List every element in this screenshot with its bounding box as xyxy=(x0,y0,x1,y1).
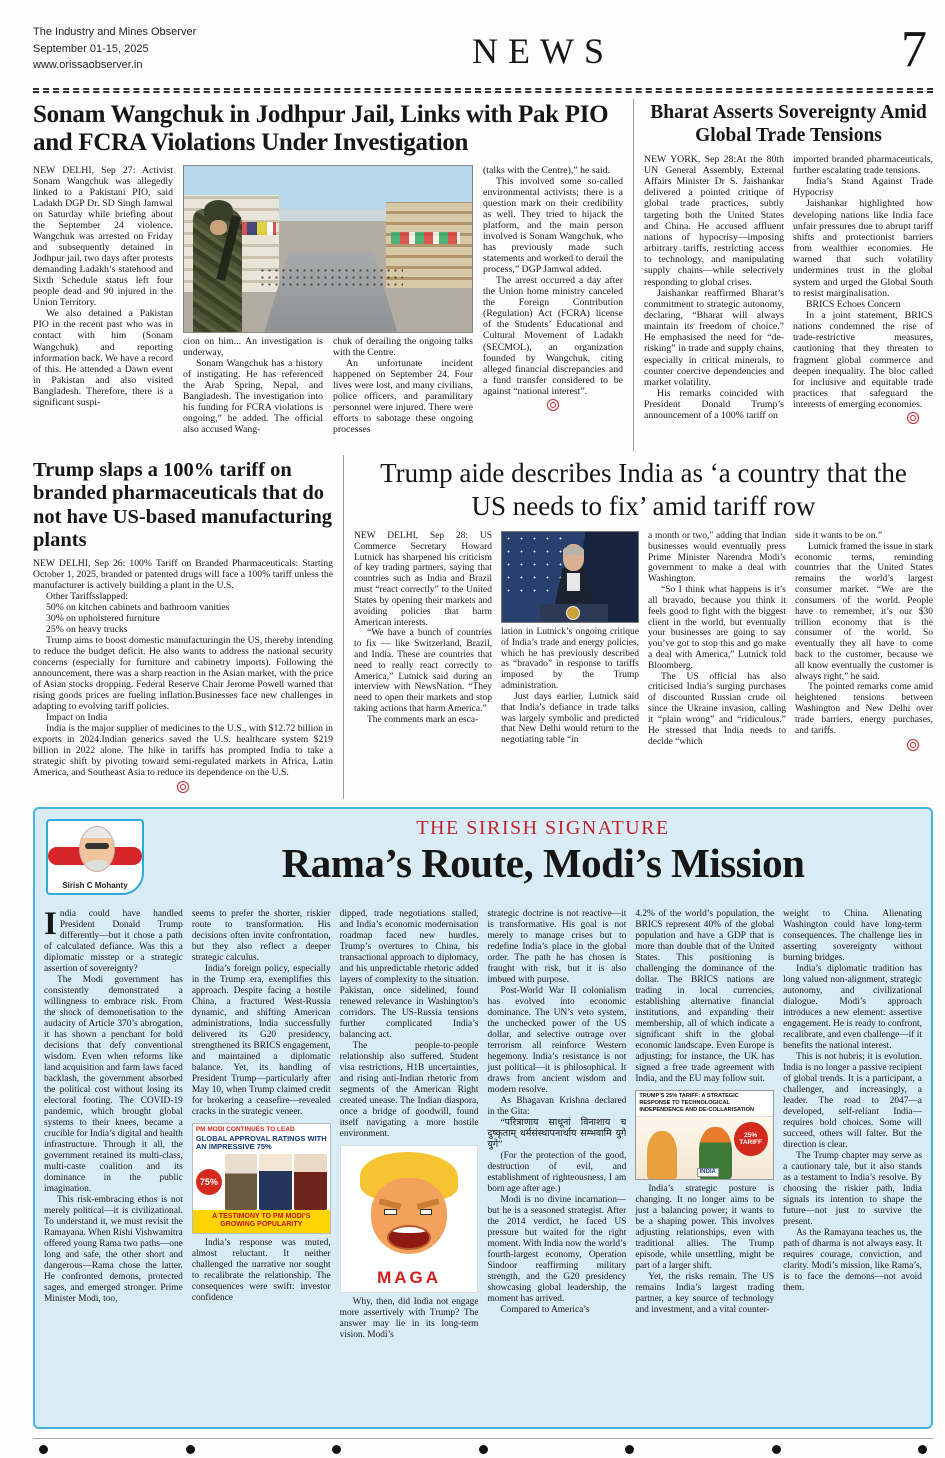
paragraph: Jaishankar highlighted how developing nations like India face unfair pressures due to abrupt tariff shifts and protectionist barriers from wealthier economies. He warned that such volatility undermines trust in the global system and urged the Global South to resist marginalisation. xyxy=(793,198,933,299)
trump-figure xyxy=(647,1131,677,1179)
masthead xyxy=(33,21,933,86)
paragraph: We also detained a Pakistan PIO in the recent past who was in contact with him (Sonam Wangchuk) and reporting information back. We have a record of this. He attended a Dawn event in Pakistan and also visited Bangladesh. Therefore, there is a significant suspi- xyxy=(33,308,173,408)
paragraph: lation in Lutnick’s ongoing critique of India’s trade and energy policies, which he has previously described as “bravado” in response to tariffs imposed by the Trump administration. xyxy=(501,626,639,692)
paragraph: India’s response was muted, almost reluctant. It neither challenged the narrative nor sought to recalibrate the relationship. The consequences were swift: investor confidence xyxy=(191,1237,331,1303)
paragraph: side it wants to be on.” xyxy=(795,530,883,541)
article-column xyxy=(795,531,933,789)
paragraph: This risk-embracing ethos is not merely political—it is civilizational. To understand it, we must revisit the Ramayana. When Rishi Vishwamitra offered young Rama two paths—one long and safe, the other short and dangerous—Rama chose the latter. He confronted demons, protected sages, and emerged stronger. Prime Minister Modi, too, xyxy=(44,1195,183,1304)
paragraph: dipped, trade negotiations stalled, and India’s economic modernisation roadmap faced new hurdles. Trump’s overtures to China, his transactional approach to diplomacy, and his unpredictable rhetoric added layers of complexity to the situation. Pakistan, once sidelined, found renewed relevance in Washington’s corridors. The US-Russia tensions further complicated India’s balancing act. xyxy=(339,909,479,1040)
maga-trump-cartoon xyxy=(340,1145,479,1293)
caricature-glasses xyxy=(85,843,109,849)
top-section xyxy=(33,99,933,451)
registration-dot xyxy=(332,1445,341,1454)
paragraph: The arrest occurred a day after the Union home ministry canceled the Foreign Contribution (Regulation) Act (FCRA) license of the Students’ Educational and Cultural Movement of Ladakh (SECMOL), an organization founded by Wangchuk, citing alleged financial discrepancies and a fund transfer considered to be against “national interest”. xyxy=(483,275,623,397)
opinion-column xyxy=(340,909,479,1427)
article-column xyxy=(33,559,333,778)
signature-body xyxy=(44,909,922,1427)
paragraph: Post-World War II colonialism has evolved into economic dominance. The UN’s veto system, the unchecked power of the US dollar, and selective outrage over terrorism all reinforce Western hegemony. India’s resistance is not just political—it is philosophical. It draws from ancient wisdom and modern resolve. xyxy=(487,986,627,1095)
paragraph: This is not hubris; it is evolution. India is no longer a passive recipient of global trends. It is a participant, a challenger, and increasingly, a leader. The road to 2047—a developed, self-reliant India—requires bold choices. Some will succeed, others will falter. But the direction is clear. xyxy=(783,1052,922,1150)
paragraph: India’s strategic posture is changing. It no longer aims to be just a balancing power; it wants to be a shaping power. This involves adjusting relationships, even with traditional allies. The Trump episode, while unsettling, might be part of a larger shift. xyxy=(635,1183,775,1271)
paragraph: Just days earlier, Lutnick said that India’s defiance in trade talks was largely symbolic and predicted that New Delhi would return to the negotiating table “in xyxy=(501,691,639,746)
article-column xyxy=(501,531,639,789)
paragraph: Jaishankar reaffirmed Bharat’s commitment to strategic autonomy, declaring, “Bharat will always maintain its freedom of choice.” He emphasised the need for “de-risking” in trade and supply chains, especially in critical minerals, to counter coercive dependencies and market volatility. xyxy=(644,287,784,388)
paragraph: The comments mark an esca- xyxy=(367,714,479,725)
caricature-beard xyxy=(86,860,108,871)
paragraph: 25% on heavy trucks xyxy=(46,624,128,636)
poster-photos xyxy=(225,1154,327,1210)
cartoon-eye xyxy=(384,1209,396,1215)
paragraph: NEW YORK, Sep 28:At the 80th UN General Assembly, External Affairs Minister Dr S. Jaishankar delivered a pointed critique of global trade practices, subtly targeting both the United States and China. He accused affluent nations of hypocrisy—imposing arbitrary tariffs, restricting access to technology, and manipulating supply chains—while selectively responding to global crises. xyxy=(644,153,784,288)
paragraph: Sonam Wangchuk has a history of instigating. He has referenced the Arab Spring, Nepal, and Bangladesh. The investigation into his funding for FCRA violations is ongoing,” he added. The official also accused Wang- xyxy=(183,357,323,435)
india-label: INDIA xyxy=(697,1168,719,1177)
masthead-rule xyxy=(33,88,933,93)
article-column xyxy=(33,165,173,447)
paragraph: imported branded pharmaceuticals, further escalating trade tensions. xyxy=(793,153,933,176)
wangchuk-article xyxy=(33,99,623,451)
page-number: 7 xyxy=(901,21,927,78)
signature-header xyxy=(44,817,922,903)
pharma-tariff-article xyxy=(33,455,333,799)
press-seal-icon xyxy=(177,781,189,793)
speaker-hair xyxy=(563,546,585,555)
paragraph: a month or two," adding that Indian businesses would eventually press Prime Minister Narendra Modi’s government to make a deal with Washington. xyxy=(648,530,786,585)
registration-dot xyxy=(39,1445,48,1454)
press-seal-icon xyxy=(907,739,919,751)
paragraph: seems to prefer the shorter, riskier route to transformation. His decisions often invite confrontation, but they also reflect a deeper strategic calculus. xyxy=(191,909,331,963)
paragraph: The pointed remarks come amid heightened tensions between Washington and New Delhi over trade barriers, energy purchases, and tariffs. xyxy=(795,682,933,736)
paragraph: BRICS Echoes Concern xyxy=(806,298,901,310)
article-column xyxy=(354,531,492,789)
paragraph: Why, then, did India not engage more assertively with Trump? The answer may lie in its long-term vision. Modi’s xyxy=(339,1297,479,1340)
paragraph: Modi is no divine incarnation—but he is a seasoned strategist. After the 2014 verdict, he faced US pressure but waited for the right moment. With India now the world’s fourth-largest economy, Operation Sindoor reaffirming military strength, and the G20 presidency showcasing global leadership, the moment has arrived. xyxy=(487,1195,627,1304)
opinion-column xyxy=(44,909,183,1427)
paragraph: In a joint statement, BRICS nations condemned the rise of trade-restrictive measures, cautioning that they threaten to fragment global commerce and deepen inequality. The bloc called for inclusive and equitable trade practices that safeguard the interests of emerging economies. xyxy=(793,309,933,411)
registration-dot xyxy=(918,1445,927,1454)
article-column xyxy=(644,154,784,446)
paragraph: 30% on upholstered furniture xyxy=(46,613,160,625)
paragraph: An unfortunate incident happened on September 24. Four lives were lost, and many civilians, police officers, and paramilitary personnel were injured. There were efforts to sabotage these ongoing processes xyxy=(333,357,473,435)
paragraph: India is the major supplier of medicines to the U.S., with $12.72 billion in exports in 2024.Indian generics saved the U.S. healthcare system $219 billion in 2022 alone. The hike in tariffs has prompted India to take a strategic shift by pivoting toward semi-regulated markets in Africa, Latin America, and Southeast Asia to reduce its dependence on the U.S. xyxy=(33,722,333,778)
paragraph: Impact on India xyxy=(46,711,108,723)
approval-stat-badge: 75% xyxy=(196,1169,222,1195)
article-column xyxy=(648,531,786,789)
paragraph: India could have handled President Donald Trump differently—but it chose a path of calculated defiance. Was this a diplomatic misstep or a strategic assertion of sovereignty? xyxy=(44,909,183,974)
modi-approval-poster xyxy=(192,1123,331,1234)
column-title: Rama’s Route, Modi’s Mission xyxy=(281,840,805,886)
lutnick-headline: Trump aide describes India as ‘a country that the US needs to fix’ amid tariff row xyxy=(380,458,907,521)
paragraph: India’s Stand Against Trade Hypocrisy xyxy=(793,176,933,199)
paragraph: As Bhagavan Krishna declared in the Gita: xyxy=(487,1096,627,1117)
paragraph: “परित्राणाय साधूनां विनाशाय च दुष्कृताम् धर्मसंस्थापनार्थाय सम्भवामि युगे युगे” xyxy=(487,1118,627,1150)
masthead-left xyxy=(33,24,273,74)
paragraph: (talks with the Centre),” he said. xyxy=(483,164,611,176)
sirish-signature-box xyxy=(33,807,933,1429)
article-column xyxy=(183,333,323,447)
section-title: NEWS xyxy=(472,31,614,71)
opinion-column xyxy=(783,909,922,1427)
poster-caption: A TESTIMONY TO PM MODI’S GROWING POPULARITY xyxy=(193,1210,330,1233)
paragraph: NEW DELHI, Sep 26: 100% Tariff on Branded Pharmaceuticals: Starting October 1, 2025, branded or patented drugs will face a 100% tariff unless the manufacturer is actively building a plant in the U.S. xyxy=(33,559,333,592)
soldier-face xyxy=(210,220,227,235)
paper-name: The Industry and Mines Observer xyxy=(33,26,197,38)
pharma-tariff-headline: Trump slaps a 100% tariff on branded pharmaceuticals that do not have US-based manufacturing plants xyxy=(33,459,332,552)
paragraph: Trump aims to boost domestic manufacturingin the US, thereby intending to reduce the budget deficit. He also wants to address the national security concerns (especially for furniture and cabinetry imports). Following the announcement, there was a sharp reaction in the Asian market, with the price of Asian stocks dropping. Federal Reserve Chair Jerome Powell warned that rising goods prices are fueling inflation.Businesses face new challenges in adapting to evolving tariff policies. xyxy=(33,635,333,712)
street-crowd xyxy=(259,267,403,289)
opinion-column xyxy=(635,909,774,1427)
article-column xyxy=(793,154,933,446)
maga-label: MAGA xyxy=(377,1268,442,1288)
paragraph: India’s foreign policy, especially in the Trump era, exemplifies this approach. Despite facing a hostile China, a fractured West-Russia dynamic, and shifting American administrations, India successfully delivered its G20 presidency, strengthened its BRICS engagement, and maintained a diplomatic balance. Yet, its handling of President Trump—particularly after May 10, when Trump claimed credit for brokering a ceasefire—revealed cracks in the strategic veneer. xyxy=(191,964,331,1117)
cartoon-mouth xyxy=(387,1225,431,1250)
article-column xyxy=(333,333,473,447)
bharat-headline: Bharat Asserts Sovereignty Amid Global Trade Tensions xyxy=(650,102,927,147)
paragraph: As the Ramayana teaches us, the path of dharma is not always easy. It requires courage, conviction, and clarity. Modi’s mission, like Rama’s, is to face the demons—not avoid them. xyxy=(783,1228,922,1293)
paragraph: Lutnick framed the issue in stark economic terms, reminding countries that the United States remains the world’s largest consumer market. “We are the consumers of the world. People have to remember, it’s our $30 trillion economy that is the consumer of the world. So eventually they all have to come back to the customer, because we all know eventually the customer is always right,” he said. xyxy=(795,541,933,682)
author-caricature xyxy=(79,826,115,872)
soldier-helmet xyxy=(204,200,233,222)
registration-dot xyxy=(772,1445,781,1454)
speaker-shirt xyxy=(567,573,579,591)
podium-seal-icon xyxy=(566,606,580,620)
bharat-article xyxy=(644,99,933,451)
author-name: Sirish C Mohanty xyxy=(62,881,128,890)
tariff-badge: 25% TARIFF xyxy=(734,1122,768,1156)
paragraph: weight to China. Alienating Washington could have long-term consequences. The challenge lies in asserting sovereignty without burning bridges. xyxy=(783,909,922,963)
paragraph: His remarks coincided with President Donald Trump’s announcement of a 100% tariff on xyxy=(644,388,784,422)
issue-date: September 01-15, 2025 xyxy=(33,42,149,55)
registration-marks xyxy=(33,1439,933,1454)
paragraph: “We have a bunch of countries to fix — like Switzerland, Brazil, and India. These are countries that need to really react correctly to America,” Lutnick said during an interview with NewsNation. “They need to open their markets and stop taking actions that harm America.” xyxy=(354,628,492,715)
author-box xyxy=(46,819,144,895)
press-seal-icon xyxy=(547,399,559,411)
cartoon-eye xyxy=(420,1209,432,1215)
tariff-cartoon xyxy=(635,1090,774,1180)
article-column xyxy=(483,165,623,447)
column-kicker: THE SIRISH SIGNATURE xyxy=(416,817,670,839)
poster-subheadline: GLOBAL APPROVAL RATINGS WITH AN IMPRESSIVE 75% xyxy=(195,1133,327,1152)
paragraph: (For the protection of the good, destruction of evil, and establishment of righteousness, I am born age after age.) xyxy=(487,1151,627,1194)
paragraph: NEW DELHI, Sep 28: US Commerce Secretary Howard Lutnick has sharpened his criticism of key trading partners, saying that countries such as India and Brazil must “react correctly” to the United States by opening their markets and avoiding policies that harm American interests. xyxy=(354,530,492,628)
paragraph: Other Tariffsslapped: xyxy=(46,591,129,603)
paragraph: 50% on kitchen cabinets and bathroom vanities xyxy=(46,602,230,614)
tariff-cartoon-header: TRUMP’S 25% TARIFF: A STRATEGIC RESPONSE TO TECHNOLOGICAL INDEPENDENCE AND DE-COLLARISATION xyxy=(636,1091,773,1117)
jodhpur-street-photo xyxy=(183,165,473,333)
paragraph: strategic doctrine is not reactive—it is transformative. His goal is not merely to manage crises but to redefine India’s place in the global order. The path he has chosen is fraught with risk, but it is also imbued with purpose. xyxy=(487,909,627,985)
registration-dot xyxy=(479,1445,488,1454)
drop-cap: I xyxy=(44,909,57,942)
poster-headline: PM MODI CONTINUES TO LEAD xyxy=(195,1126,295,1133)
paragraph: Yet, the risks remain. The US remains India’s largest trading partner, a key source of technology and investment, and a vital counter- xyxy=(635,1271,775,1315)
paragraph: 4.2% of the world’s population, the BRICS represent 40% of the global population and have a GDP that is more than double that of the United States. This positioning is challenging the dominance of the dollar. The BRICS nations are trading in local currencies, establishing alternative financial institutions, and expanding their membership, all of which indicate a significant shift in the global economic landscape. Even Europe is adjusting; for instance, the UK has signed a free trade agreement with India, and the EU may follow suit. xyxy=(635,909,775,1084)
street-road xyxy=(265,252,397,332)
paragraph: “So I think what happens is it’s all bravado, because you think it feels good to fight with the biggest client in the world, but eventually your businesses are going to say you’ve got to stop this and go make a deal with America,” Lutnick told Bloomberg. xyxy=(648,585,786,671)
paragraph: NEW DELHI, Sep 27: Activist Sonam Wangchuk was allegedly linked to a Pakistani PIO, said Ladakh DGP Dr. SD Singh Jamwal on Saturday while briefing about the September 24 violence. Wangchuk was arrested on Friday and subsequently detained in Jodhpur jail, two days after protests demanding Ladakh’s statehood and Sixth Schedule status left four people dead and 90 injured in the Union Territory. xyxy=(33,164,173,309)
paragraph: This involved some so-called environmental activists; there is a question mark on their credibility as well. They tried to hijack the platform, and the main person involved is Sonam Wangchuk, who has previously made such statements and worked to derail the process,” DGP Jamwal added. xyxy=(483,175,623,276)
column-divider xyxy=(343,455,344,799)
lutnick-podium-photo xyxy=(501,531,639,623)
paragraph: The Modi government has consistently demonstrated a willingness to embrace risk. From the shock of demonetisation to the audacity of Article 370’s abrogation, it has shown a penchant for bold decisions that defy conventional wisdom. Even when reforms like land acquisition and farm laws faced backlash, the government absorbed the political cost without losing its electoral footing. The COVID-19 pandemic, which brought global systems to their knees, became a crucible for India’s digital and health infrastructure. Through it all, the government retained its multi-class, multi-caste coalition and its dominance in the public imagination. xyxy=(44,975,183,1194)
paragraph: The Trump chapter may serve as a cautionary tale, but it also stands as a testament to India’s resolve. By choosing the riskier path, India signals its intention to shape the future—not just to survive the present. xyxy=(783,1151,922,1227)
middle-section xyxy=(33,455,933,799)
lutnick-article xyxy=(354,455,933,799)
us-flag-stars xyxy=(502,532,567,595)
registration-dot xyxy=(625,1445,634,1454)
column-divider xyxy=(633,99,634,451)
paragraph: India’s diplomatic tradition has long valued non-alignment, strategic autonomy, and civilizational dialogue. Modi’s approach introduces a new element: assertive engagement. He is ready to confront, recalibrate, and even challenge—if it benefits the national interest. xyxy=(783,964,922,1051)
caricature-hair xyxy=(80,827,114,838)
paragraph: The people-to-people relationship also suffered. Student visa restrictions, H1B uncertainties, and rising anti-Indian rhetoric from segments of the American Right created unease. The Indian diaspora, once a bridge of goodwill, found itself navigating a more hostile environment. xyxy=(339,1041,479,1139)
paragraph: The US official has also criticised India’s surging purchases of discounted Russian crude oil since the Ukraine invasion, calling it “plain wrong” and “ridiculous.” He stressed that India needs to decide “which xyxy=(648,671,786,747)
paragraph: Compared to America’s xyxy=(500,1305,590,1315)
press-seal-icon xyxy=(907,412,919,424)
print-footer xyxy=(33,1438,933,1454)
opinion-column xyxy=(192,909,331,1427)
paragraph: chuk of derailing the ongoing talks with the Centre. xyxy=(333,335,473,358)
website-url: www.orissaobserver.in xyxy=(33,59,143,71)
registration-dot xyxy=(186,1445,195,1454)
wangchuk-headline: Sonam Wangchuk in Jodhpur Jail, Links with Pak PIO and FCRA Violations Under Investigation xyxy=(33,101,609,157)
shop-signs xyxy=(391,232,460,244)
opinion-column xyxy=(487,909,626,1427)
paragraph: cion on him... An investigation is underway, xyxy=(183,335,323,358)
